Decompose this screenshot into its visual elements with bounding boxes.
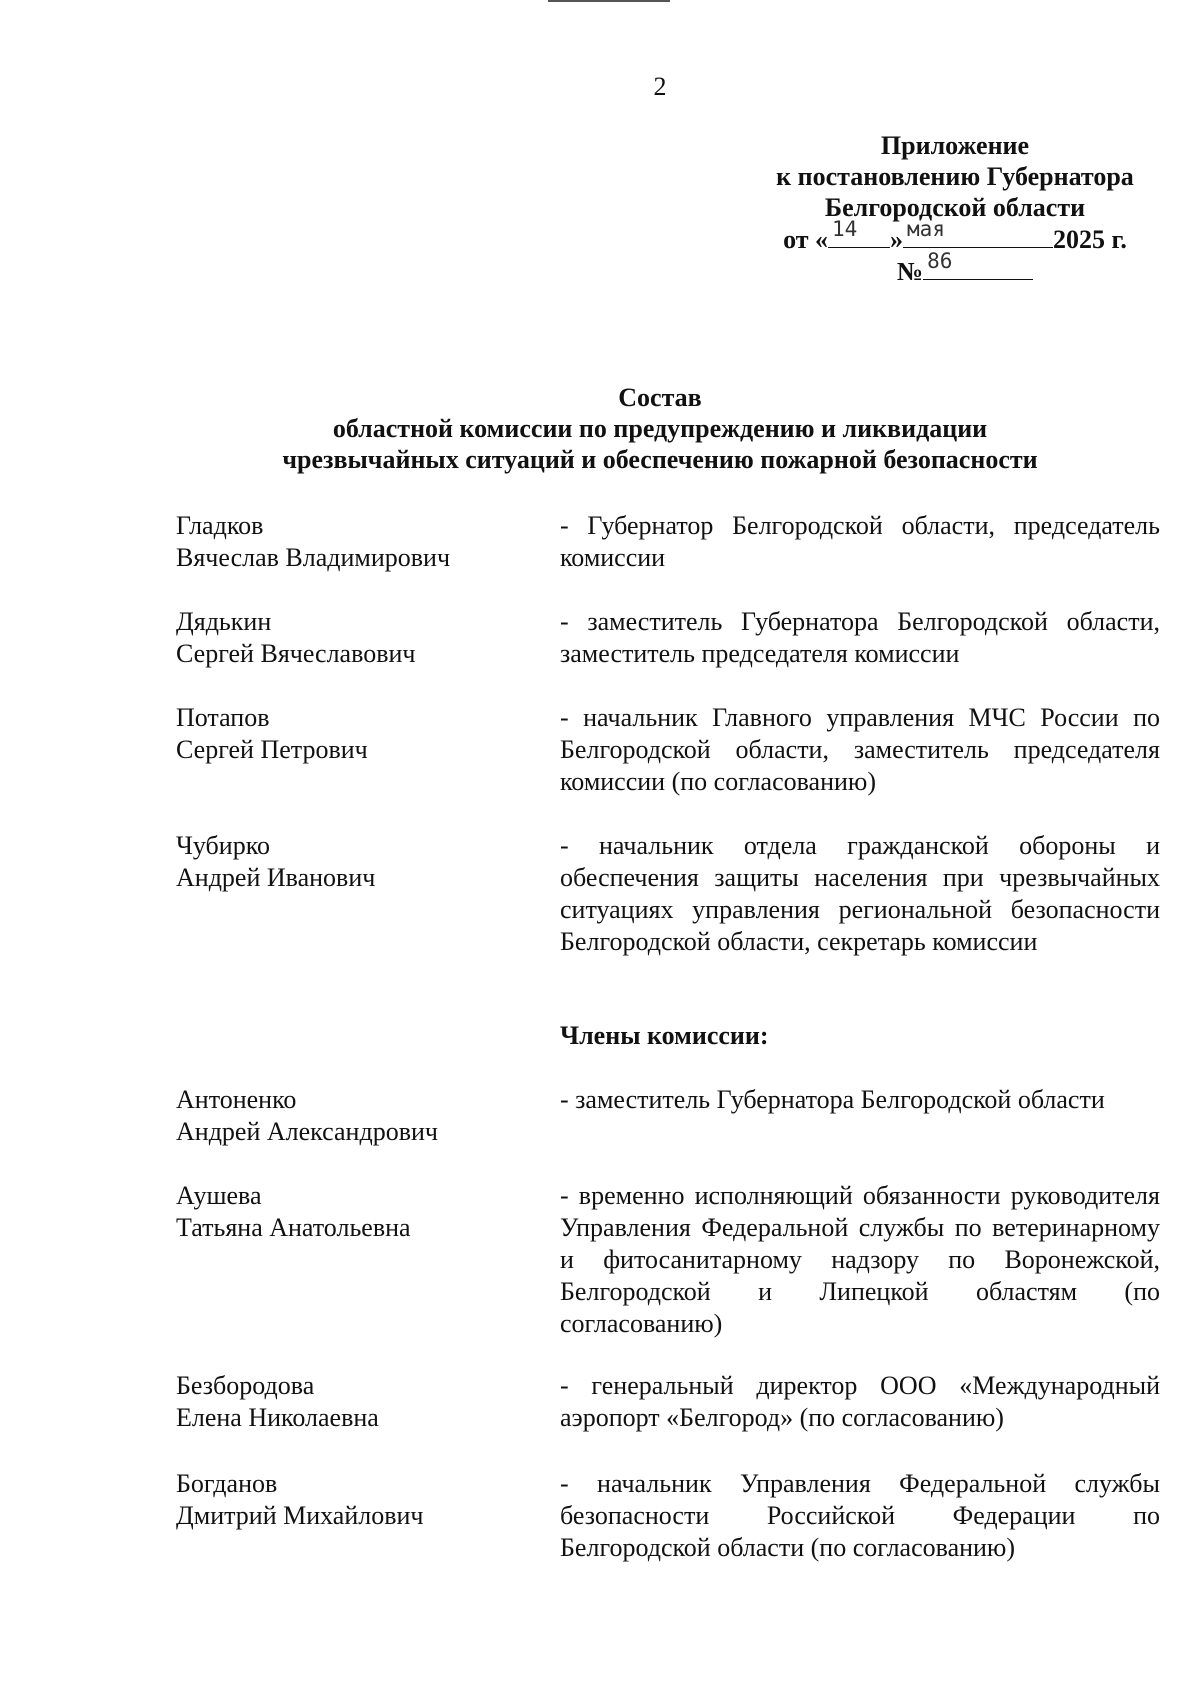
title-line-1: Состав: [618, 383, 702, 412]
person-given-name: Сергей Вячеславович: [176, 639, 416, 668]
top-rule: [548, 0, 670, 2]
person-role: - Губернатор Белгородской области, председатель комиссии: [560, 511, 1160, 572]
number-handwritten: 86: [927, 249, 953, 273]
day-blank: [828, 217, 890, 248]
person-surname: Безбородова: [176, 1371, 315, 1400]
person-role: - генеральный директор ООО «Международный аэропорт «Белгород» (по согласованию): [560, 1371, 1160, 1432]
date-year: 2025 г.: [1053, 225, 1127, 254]
document-title: [0, 382, 1200, 475]
appendix-line-2: к постановлению Губернатора: [776, 162, 1134, 191]
person-name: [176, 510, 536, 574]
title-line-2: областной комиссии по предупреждению и ликвидации: [332, 414, 988, 443]
person-surname: Гладков: [176, 511, 264, 540]
person-name: [176, 702, 536, 766]
appendix-line-1: Приложение: [880, 131, 1030, 160]
person-given-name: Сергей Петрович: [176, 735, 368, 764]
date-mid: »: [890, 225, 904, 254]
day-handwritten: 14: [832, 217, 858, 241]
person-given-name: Андрей Александрович: [176, 1117, 438, 1146]
person-surname: Потапов: [176, 703, 270, 732]
person-role: - заместитель Губернатора Белгородской области: [560, 1085, 1105, 1114]
person-role: - заместитель Губернатора Белгородской области, заместитель председателя комиссии: [560, 607, 1160, 668]
person-surname: Чубирко: [176, 831, 271, 860]
number-blank: [923, 249, 1033, 280]
appendix-number-line: [700, 249, 1200, 287]
person-name: [176, 830, 536, 894]
person-role: - начальник отдела гражданской обороны и обеспечения защиты населения при чрезвычайных ситуациях управления региональной безопасности Белгородской области, секретарь комиссии: [560, 831, 1160, 956]
person-given-name: Елена Николаевна: [176, 1403, 379, 1432]
person-given-name: Андрей Иванович: [176, 863, 376, 892]
page-number: 2: [653, 72, 667, 101]
title-line-3: чрезвычайных ситуаций и обеспечению пожарной безопасности: [282, 445, 1038, 474]
person-surname: Аушева: [176, 1181, 262, 1210]
members-heading: Члены комиссии:: [560, 1021, 769, 1050]
person-surname: Богданов: [176, 1469, 278, 1498]
person-surname: Дядькин: [176, 607, 272, 636]
person-given-name: Вячеслав Владимирович: [176, 543, 451, 572]
person-name: [176, 606, 536, 670]
month-blank: [903, 217, 1053, 248]
person-given-name: Татьяна Анатольевна: [176, 1213, 411, 1242]
number-label: №: [896, 257, 924, 286]
person-role: - временно исполняющий обязанности руководителя Управления Федеральной службы по ветеринарному и фитосанитарному надзору по Воронежской, Белгородской и Липецкой областям (по согласованию): [560, 1181, 1160, 1338]
person-name: [176, 1180, 536, 1244]
person-given-name: Дмитрий Михайлович: [176, 1501, 424, 1530]
person-surname: Антоненко: [176, 1085, 297, 1114]
person-name: [176, 1468, 536, 1532]
appendix-line-3: Белгородской области: [824, 193, 1086, 222]
person-role: - начальник Главного управления МЧС России по Белгородской области, заместитель председателя комиссии (по согласованию): [560, 703, 1160, 796]
month-handwritten: мая: [907, 217, 945, 241]
date-prefix: от «: [783, 225, 829, 254]
person-role: - начальник Управления Федеральной службы безопасности Российской Федерации по Белгородской области (по согласованию): [560, 1469, 1160, 1562]
person-name: [176, 1084, 536, 1148]
appendix-block: [700, 130, 1200, 287]
person-name: [176, 1370, 536, 1434]
